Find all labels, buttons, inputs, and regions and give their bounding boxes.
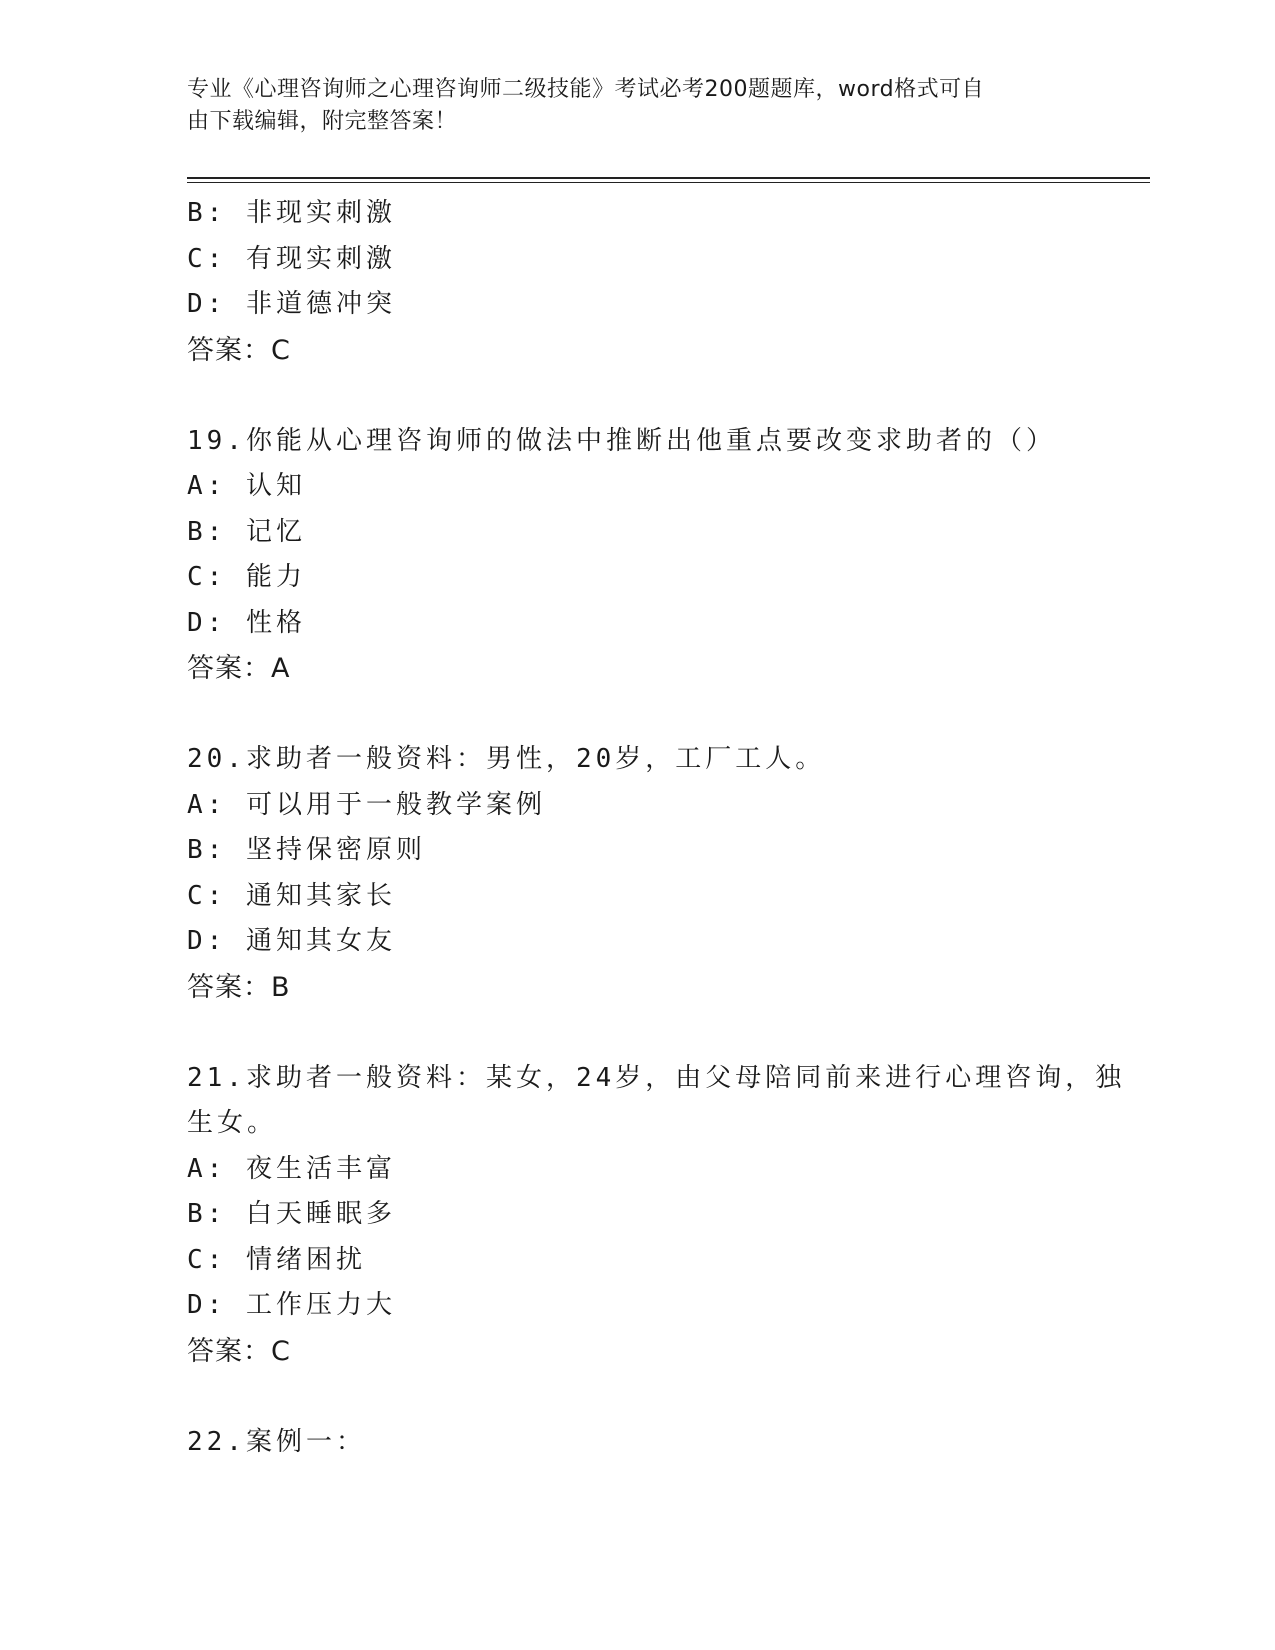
option-b: B: 坚持保密原则	[187, 835, 426, 865]
header-line-1: 专业《心理咨询师之心理咨询师二级技能》考试必考200题题库，word格式可自	[187, 77, 985, 102]
spacer	[187, 373, 1087, 419]
question-text: 22.案例一：	[187, 1426, 366, 1457]
answer-line: 答案：C	[187, 334, 291, 366]
question-text: 19.你能从心理咨询师的做法中推断出他重点要改变求助者的（）	[187, 425, 1056, 456]
document-header	[187, 74, 1067, 138]
option-d: D: 工作压力大	[187, 1290, 396, 1320]
option-d: D: 性格	[187, 607, 306, 638]
spacer	[187, 1374, 1087, 1420]
option-a: A: 认知	[187, 471, 306, 501]
header-divider-thin	[187, 182, 1150, 183]
answer-line: 答案：B	[187, 971, 291, 1003]
option-a: A: 可以用于一般教学案例	[187, 789, 546, 820]
option-b: B: 白天睡眠多	[187, 1199, 396, 1229]
header-line-2: 由下载编辑，附完整答案！	[187, 109, 458, 134]
option-c: C: 情绪困扰	[187, 1244, 366, 1275]
question-text-line-2: 生女。	[187, 1108, 278, 1138]
answer-line: 答案：A	[187, 653, 291, 684]
question-20	[187, 737, 1087, 1010]
question-18-tail	[187, 191, 1087, 373]
header-divider-thick	[187, 177, 1150, 179]
question-text-line-1: 21.求助者一般资料：某女，24岁，由父母陪同前来进行心理咨询，独	[187, 1062, 1126, 1093]
option-c: C: 能力	[187, 562, 306, 592]
answer-line: 答案：C	[187, 1335, 291, 1367]
question-text: 20.求助者一般资料：男性，20岁，工厂工人。	[187, 744, 826, 774]
option-a: A: 夜生活丰富	[187, 1153, 396, 1184]
spacer	[187, 692, 1087, 738]
option-c: C: 有现实刺激	[187, 243, 396, 274]
spacer	[187, 1010, 1087, 1056]
option-b: B: 非现实刺激	[187, 198, 396, 228]
question-list	[187, 191, 1126, 1465]
option-d: D: 通知其女友	[187, 926, 396, 956]
question-19	[187, 419, 1087, 692]
option-c: C: 通知其家长	[187, 880, 396, 911]
question-22	[187, 1420, 1087, 1466]
question-21	[187, 1056, 1126, 1375]
option-d: D: 非道德冲突	[187, 289, 396, 319]
option-b: B: 记忆	[187, 516, 306, 547]
